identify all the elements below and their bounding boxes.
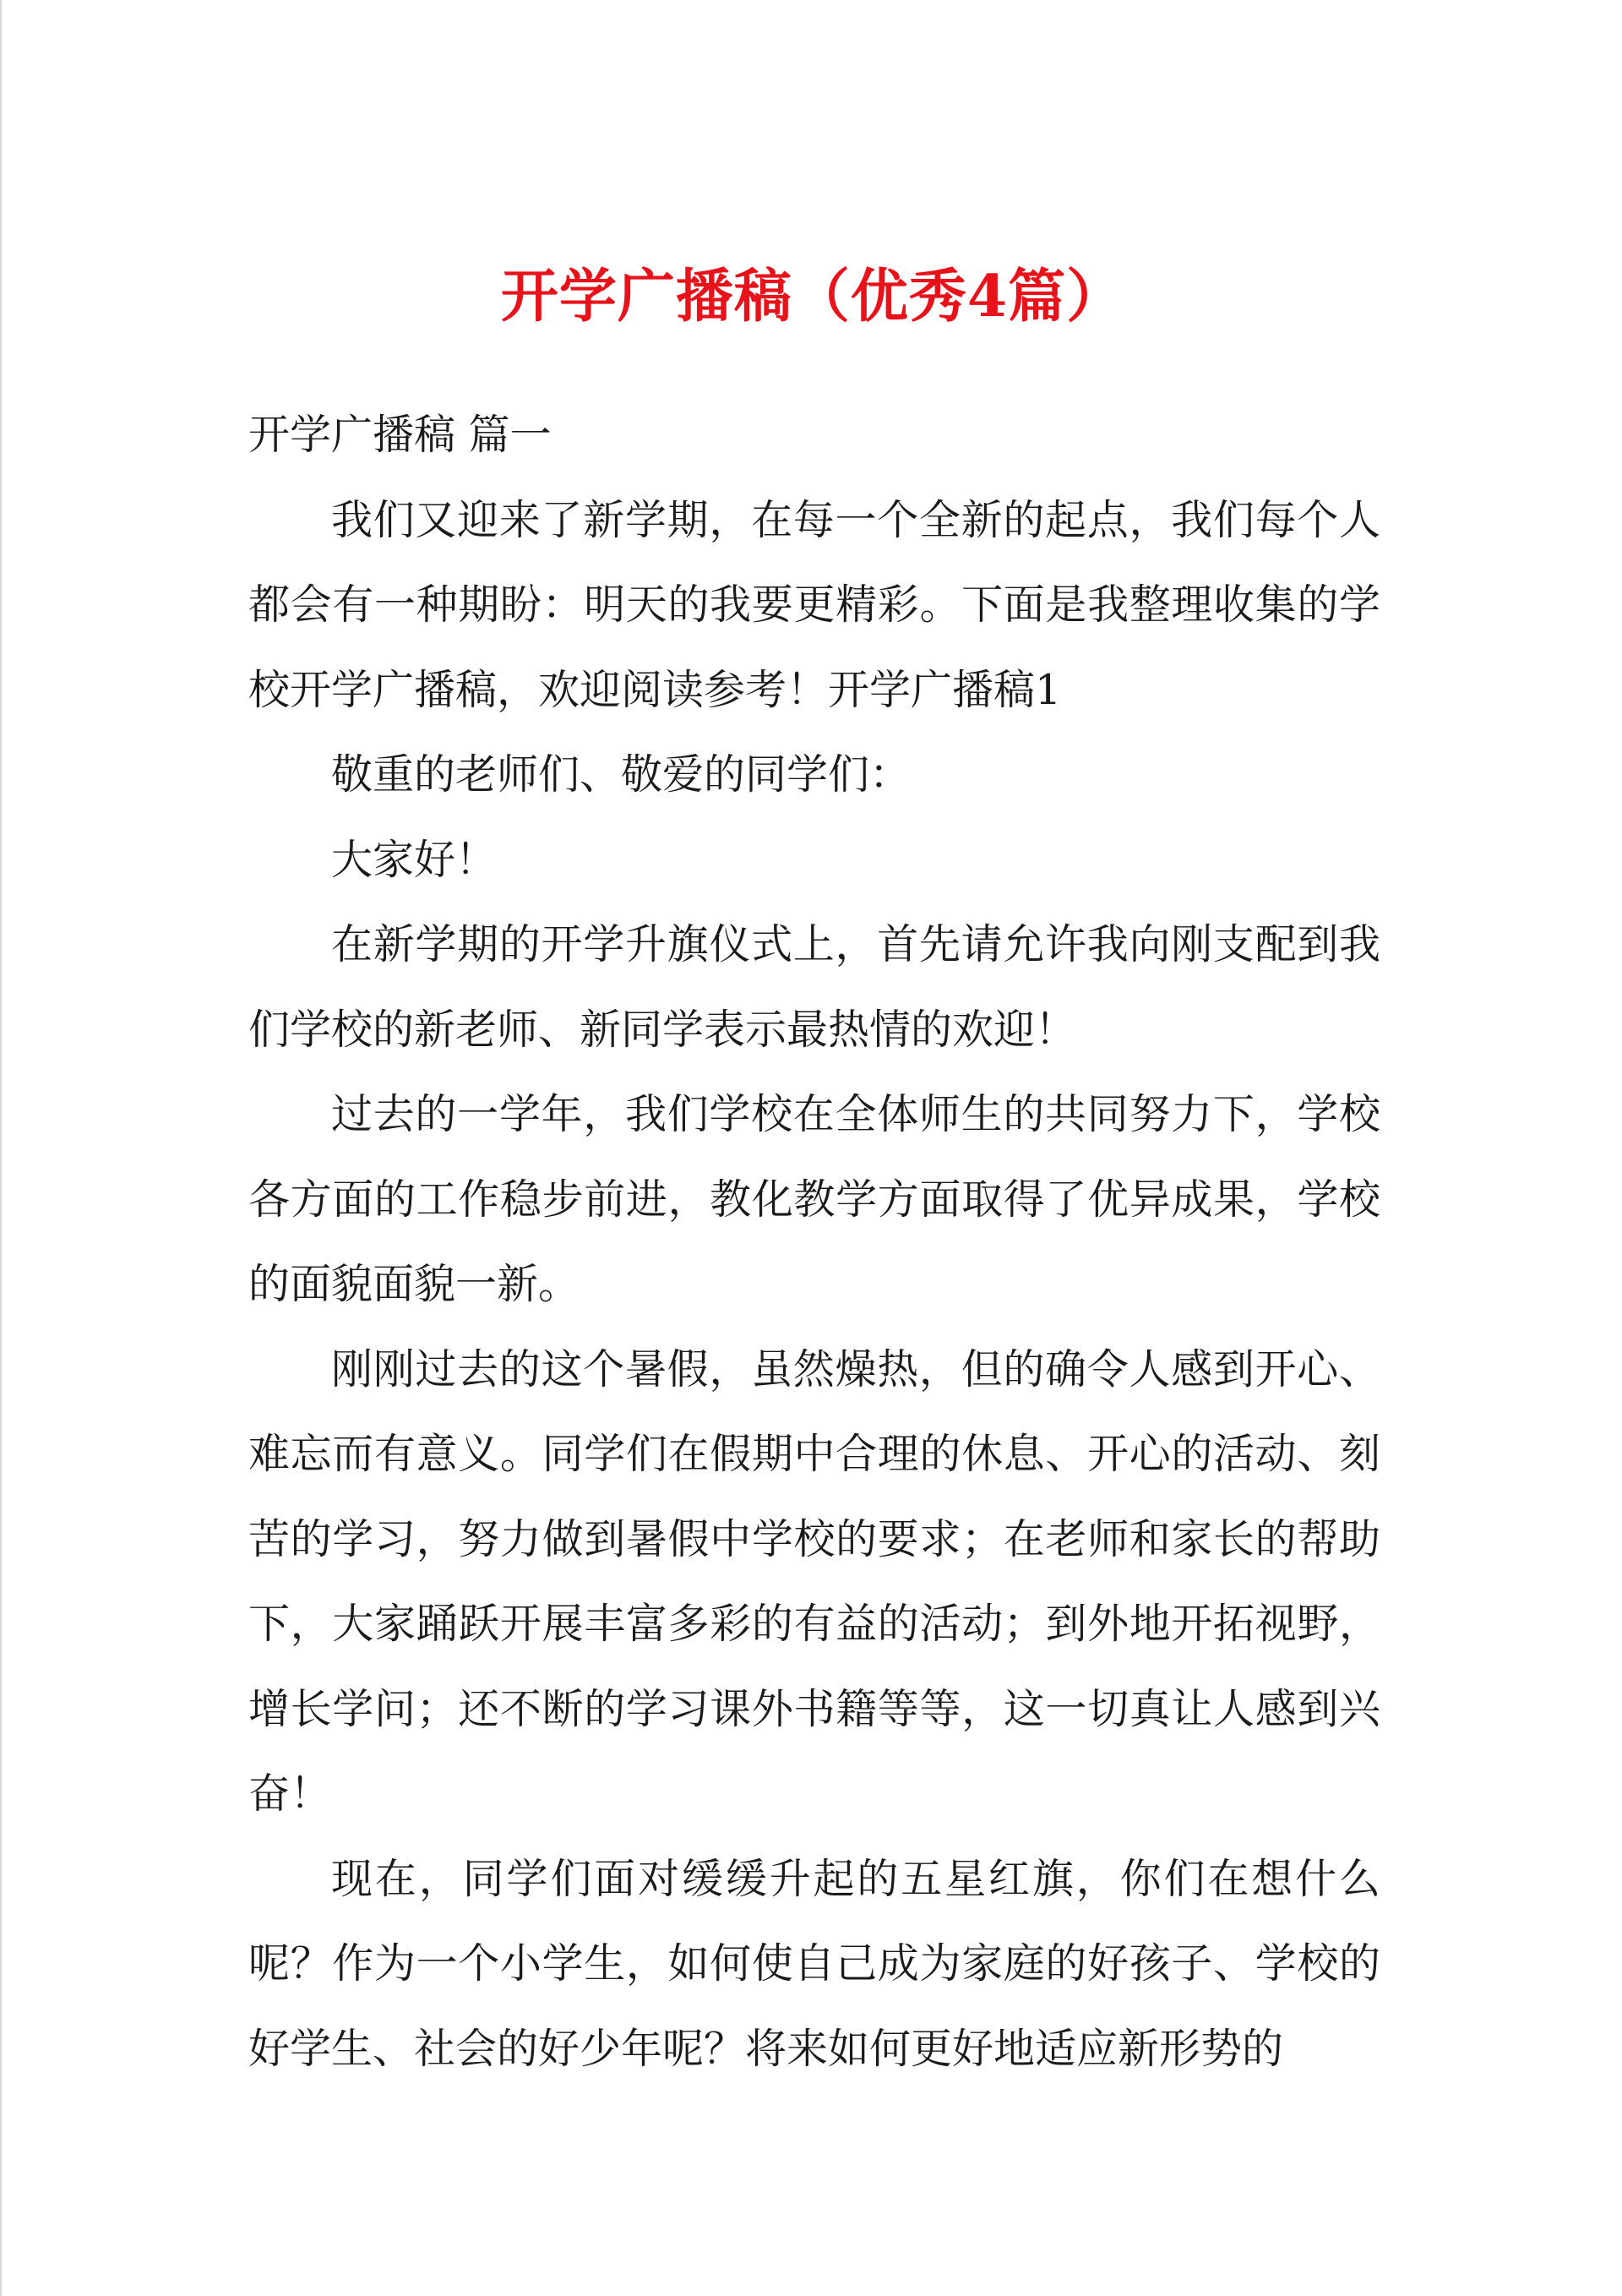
document-title: 开学广播稿（优秀4篇） — [500, 263, 1125, 330]
paragraph-summer: 刚刚过去的这个暑假，虽然燥热，但的确令人感到开心、难忘而有意义。同学们在假期中合理的休息、开心的活动、刻苦的学习，努力做到暑假中学校的要求；在老师和家长的帮助下，大家踊跃开展丰富多彩的有益的活动；到外地开拓视野，增长学问；还不断的学习课外书籍等等，这一切真让人感到兴奋！ — [248, 1344, 1380, 1818]
paragraph-intro: 我们又迎来了新学期，在每一个全新的起点，我们每个人都会有一种期盼：明天的我要更精彩。下面是我整理收集的学校开学广播稿，欢迎阅读参考！开学广播稿1 — [248, 495, 1380, 714]
paragraph-salutation: 敬重的老师们、敬爱的同学们： — [331, 750, 912, 799]
paragraph-flag: 现在，同学们面对缓缓升起的五星红旗，你们在想什么呢？作为一个小学生，如何使自己成为家庭的好孩子、学校的好学生、社会的好少年呢？将来如何更好地适应新形势的 — [248, 1854, 1380, 2073]
paragraph-welcome: 在新学期的开学升旗仪式上，首先请允许我向刚支配到我们学校的新老师、新同学表示最热情的欢迎！ — [248, 920, 1380, 1054]
paragraph-greeting: 大家好！ — [331, 835, 498, 884]
section-heading: 开学广播稿 篇一 — [248, 411, 552, 459]
document-body — [248, 393, 1380, 2091]
paragraph-past-year: 过去的一学年，我们学校在全体师生的共同努力下，学校各方面的工作稳步前进，教化教学方面取得了优异成果，学校的面貌面貌一新。 — [248, 1090, 1380, 1308]
